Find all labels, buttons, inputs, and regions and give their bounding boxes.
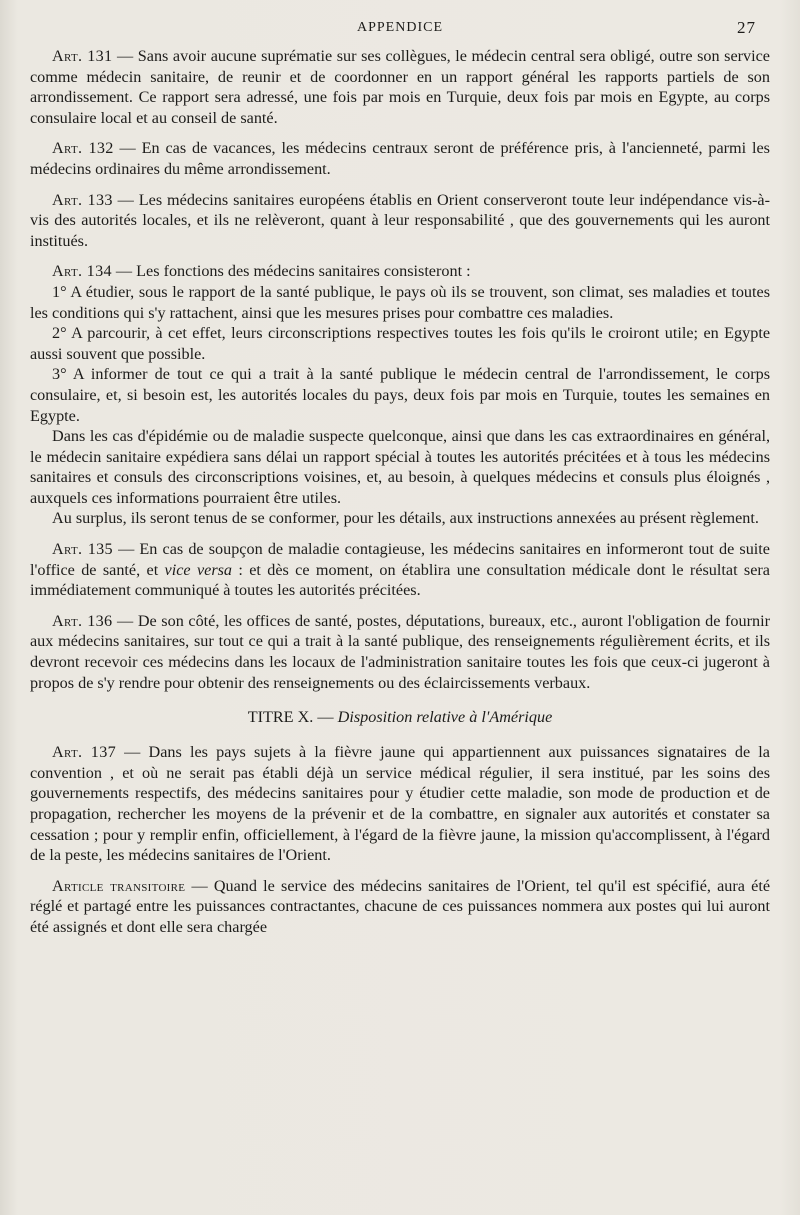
article-text: — De son côté, les offices de santé, postes, députations, bureaux, etc., auront l'obligation de fournir aux médecins sanitaires, sur tout ce qui a trait à la santé publique, des renseignements régulièrement écrits, et ils devront recevoir ces médecins dans les locaux de l'administration sanitaire toutes les fois que ceux-ci jugeront à propos de s'y rendre pour obtenir des renseignements ou des éclaircissements verbaux. (30, 611, 770, 692)
running-title: APPENDICE (356, 20, 443, 35)
article-label: Art. 136 (52, 611, 113, 630)
article-text: — Les fonctions des médecins sanitaires consisteront : (111, 262, 471, 281)
article-text: — En cas de soupçon de maladie contagieuse, les médecins sanitaires en informeront tout de suite l'office de santé, et (30, 540, 770, 579)
article-label: Art. 137 (52, 743, 116, 762)
running-head (30, 16, 770, 40)
paragraph-surplus: Au surplus, ils seront tenus de se conformer, pour les détails, aux instructions annexées au présent règlement. (52, 509, 759, 528)
article-label: Art. 133 (52, 190, 113, 209)
article-135 (30, 539, 770, 601)
page-body (30, 46, 770, 938)
list-item-1: 1° A étudier, sous le rapport de la santé publique, le pays où ils se trouvent, son climat, ses maladies et toutes les conditions qui s'y rattachent, ainsi que les mesures prises pour combattre ces maladies. (30, 282, 770, 322)
article-text: — Quand le service des médecins sanitaires de l'Orient, tel qu'il est spécifié, aura été réglé et partagé entre les puissances contractantes, chacune de ces puissances nommera aux postes qui lui auront été assignés et dont elle sera chargée (30, 876, 771, 936)
article-label: Art. 135 (52, 540, 113, 559)
list-item-2: 2° A parcourir, à cet effet, leurs circonscriptions respectives toutes les fois qu'ils le croiront utile; en Egypte aussi souvent que possible. (30, 324, 770, 363)
article-134 (30, 261, 770, 282)
paragraph-epidemic: Dans les cas d'épidémie ou de maladie suspecte quelconque, ainsi que dans les cas extraordinaires en général, le médecin sanitaire expédiera sans délai un rapport spécial à toutes les autorités précitées et à tous les médecins sanitaires et consuls des circonscriptions voisines, et, au besoin, à quelques médecins et consuls plus éloignés , auxquels ces informations pourraient être utiles. (30, 427, 770, 507)
article-text: — Sans avoir aucune suprématie sur ses collègues, le médecin central sera obligé, outre son service comme médecin sanitaire, de reunir et de coordonner en un rapport général les rapports partiels de son arrondissement. Ce rapport sera adressé, une fois par mois en Turquie, deux fois par mois en Egypte, au corps consulaire local et au conseil de santé. (30, 47, 770, 127)
article-label: Art. 131 (52, 47, 113, 65)
article-label: Art. 132 (52, 139, 114, 158)
article-text: — En cas de vacances, les médecins centraux seront de préférence pris, à l'ancienneté, parmi les médecins ordinaires du même arrondissement. (30, 139, 770, 178)
article-text-italic: vice versa (164, 560, 233, 579)
article-text: — Les médecins sanitaires européens établis en Orient conserveront toute leur indépendance vis-à-vis des autorités locales, et ils ne relèveront, quant à leur responsabilité , que des gouvernements qui les auront institués. (30, 190, 770, 250)
article-133 (30, 190, 770, 252)
article-137 (30, 742, 770, 866)
list-item-3: 3° A informer de tout ce qui a trait à la santé publique le médecin central de l'arrondissement, le corps consulaire, et, si besoin est, les autorités locales du pays, deux fois par mois en Turquie, toutes les semaines en Egypte. (30, 365, 770, 425)
page-number: 27 (737, 18, 756, 37)
article-text: — Dans les pays sujets à la fièvre jaune qui appartiennent aux puissances signataires de la convention , et où ne serait pas établi déjà un service médical régulier, il sera institué, par les soins des gouvernements respectifs, des médecins sanitaires pour y étudier cette maladie, son mode de production et de propagation, rechercher les moyens de la prévenir et de la combattre, en signaler aux autorités et constater sa cessation ; pour y remplir enfin, officiellement, à l'égard de la fièvre jaune, la mission qu'accomplissent, à l'égard de la peste, les médecins sanitaires de l'Orient. (30, 743, 770, 865)
article-131 (30, 46, 770, 128)
article-132 (30, 138, 770, 179)
section-title-prefix: TITRE X. — (247, 708, 338, 727)
article-label: Article transitoire (52, 876, 186, 895)
article-text: : et dès ce moment, on établira une consultation médicale dont le résultat sera immédiatement communiqué à toutes les autorités précitées. (30, 560, 770, 600)
section-title (30, 707, 770, 728)
article-136 (30, 611, 770, 693)
section-title-text: Disposition relative à l'Amérique (337, 708, 553, 727)
article-transitoire (30, 876, 770, 938)
article-label: Art. 134 (52, 262, 112, 281)
